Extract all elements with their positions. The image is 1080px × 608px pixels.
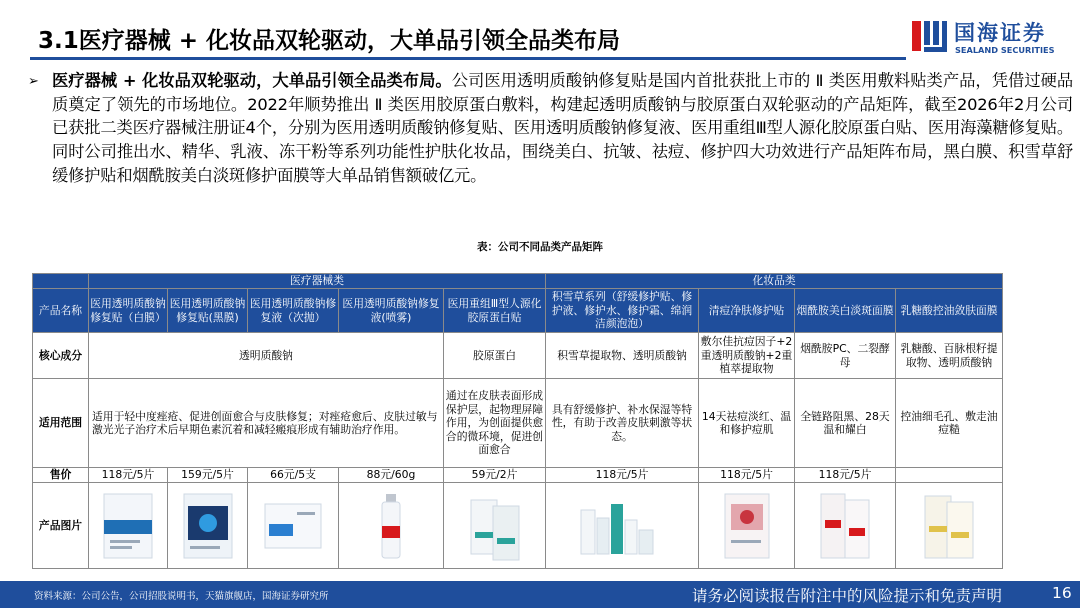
price-cell: 88元/60g (339, 468, 444, 483)
summary-text: 公司医用透明质酸钠修复贴是国内首批获批上市的 Ⅱ 类医用敷料贴类产品，凭借过硬品质奠定了领先的市场地位。2022年顺势推出 Ⅱ 类医用胶原蛋白敷料，构建起透明质酸钠与胶原蛋白双轮驱动的产品矩阵，截至2026年2月公司已获批二类医疗器械注册证4个，分别为医用透明质酸钠修复贴、医用透明质酸钠修复液、医用重组Ⅲ型人源化胶原蛋白贴、医用海藻糖修复贴。同时公司推出水、精华、乳液、冻干粉等系列功能性护肤化妆品，围绕美白、抗皱、祛痘、修护四大功效进行产品矩阵布局，黑白膜、积雪草舒缓修护贴和烟酰胺美白淡斑修护面膜等大单品销售额破亿元。 (52, 71, 1074, 185)
price-cell: 159元/5片 (168, 468, 248, 483)
summary-paragraph (28, 69, 1073, 188)
price-cell: 59元/2片 (444, 468, 546, 483)
lactobionic-mask-image (919, 490, 979, 562)
product-image-cell (89, 483, 168, 569)
table-name-row (33, 289, 1003, 333)
scope-cell: 具有舒缓修护、补水保湿等特性，有助于改善皮肤刺激等状态。 (546, 379, 699, 468)
table-group-row (33, 274, 1003, 289)
product-image-cell (248, 483, 339, 569)
ingredient-cell: 烟酰胺PC、二裂酵母 (795, 333, 896, 379)
ingredient-cell: 积雪草提取物、透明质酸钠 (546, 333, 699, 379)
summary-lead: 医疗器械 + 化妆品双轮驱动，大单品引领全品类布局。 (52, 71, 452, 90)
product-name: 医用透明质酸钠修复贴(黑膜) (168, 289, 248, 333)
price-cell: 118元/5片 (795, 468, 896, 483)
price-cell: 66元/5支 (248, 468, 339, 483)
disclaimer-text: 请务必阅读报告附注中的风险提示和免责声明 (692, 587, 1003, 605)
product-name: 医用重组Ⅲ型人源化胶原蛋白贴 (444, 289, 546, 333)
brand-logo (906, 16, 1071, 60)
table-ingredient-row (33, 333, 1003, 379)
scope-cell: 适用于轻中度痤疮、促进创面愈合与皮肤修复；对痤疮愈后、皮肤过敏与激光光子治疗术后早期色素沉着和减轻瘢痕形成有辅助治疗作用。 (89, 379, 444, 468)
table-scope-row (33, 379, 1003, 468)
price-cell: 118元/5片 (699, 468, 795, 483)
scope-cell: 14天祛痘淡红、温和修护痘肌 (699, 379, 795, 468)
page-number: 16 (1052, 584, 1072, 602)
product-name: 医用透明质酸钠修复贴（白膜） (89, 289, 168, 333)
group-cosmetic: 化妆品类 (546, 274, 1003, 289)
table-image-row (33, 483, 1003, 569)
product-name: 医用透明质酸钠修复液(喷雾) (339, 289, 444, 333)
source-note: 资料来源：公司公告，公司招股说明书，天猫旗舰店，国海证券研究所 (34, 591, 329, 602)
product-name: 清痘净肤修护贴 (699, 289, 795, 333)
table-caption: 表：公司不同品类产品矩阵 (477, 241, 603, 253)
acne-patch-image (717, 490, 777, 562)
product-name: 积雪草系列（舒缓修护贴、修护液、修护水、修护霜、绵润洁颜泡泡） (546, 289, 699, 333)
product-image-cell (795, 483, 896, 569)
product-image-cell (339, 483, 444, 569)
centella-series-image (577, 490, 667, 562)
product-image-cell (699, 483, 795, 569)
collagen-patch-image (465, 490, 525, 562)
spray-bottle-image (361, 490, 421, 562)
niacinamide-mask-image (815, 490, 875, 562)
product-name: 医用透明质酸钠修复液（次抛） (248, 289, 339, 333)
ingredient-cell: 乳糖酸、百脉根籽提取物、透明质酸钠 (896, 333, 1003, 379)
price-cell: 118元/5片 (546, 468, 699, 483)
scope-cell: 全链路阻黑、28天温和耀白 (795, 379, 896, 468)
row-label-price: 售价 (33, 468, 89, 483)
sealand-logo-icon (910, 18, 948, 56)
mask-box-white-image (98, 490, 158, 562)
bullet-arrow-icon: ➢ (28, 74, 39, 89)
product-image-cell (896, 483, 1003, 569)
title-divider (30, 57, 906, 60)
ingredient-cell: 敷尔佳抗痘因子+2重透明质酸钠+2重植萃提取物 (699, 333, 795, 379)
ingredient-cell: 胶原蛋白 (444, 333, 546, 379)
price-cell: 118元/5片 (89, 468, 168, 483)
product-image-cell (546, 483, 699, 569)
logo-text-en: SEALAND SECURITIES (955, 45, 1055, 55)
product-name: 乳糖酸控油敛肤面膜 (896, 289, 1003, 333)
product-image-cell (444, 483, 546, 569)
page-title: 3.1医疗器械 + 化妆品双轮驱动，大单品引领全品类布局 (38, 28, 621, 54)
ingredient-cell: 透明质酸钠 (89, 333, 444, 379)
product-image-cell (168, 483, 248, 569)
row-label-ingredient: 核心成分 (33, 333, 89, 379)
row-label-scope: 适用范围 (33, 379, 89, 468)
row-label-image: 产品图片 (33, 483, 89, 569)
mask-box-black-image (178, 490, 238, 562)
group-medical: 医疗器械类 (89, 274, 546, 289)
ampoule-box-image (263, 490, 323, 562)
scope-cell: 通过在皮肤表面形成保护层，起物理屏障作用，为创面提供愈合的微环境，促进创面愈合 (444, 379, 546, 468)
table-price-row (33, 468, 1003, 483)
scope-cell: 控油细毛孔、敷走油痘糙 (896, 379, 1003, 468)
product-name: 烟酰胺美白淡斑面膜 (795, 289, 896, 333)
row-label-name: 产品名称 (33, 289, 89, 333)
footer-bar (0, 581, 1080, 608)
logo-text-cn: 国海证券 (954, 21, 1046, 45)
product-matrix-table (32, 273, 1003, 569)
